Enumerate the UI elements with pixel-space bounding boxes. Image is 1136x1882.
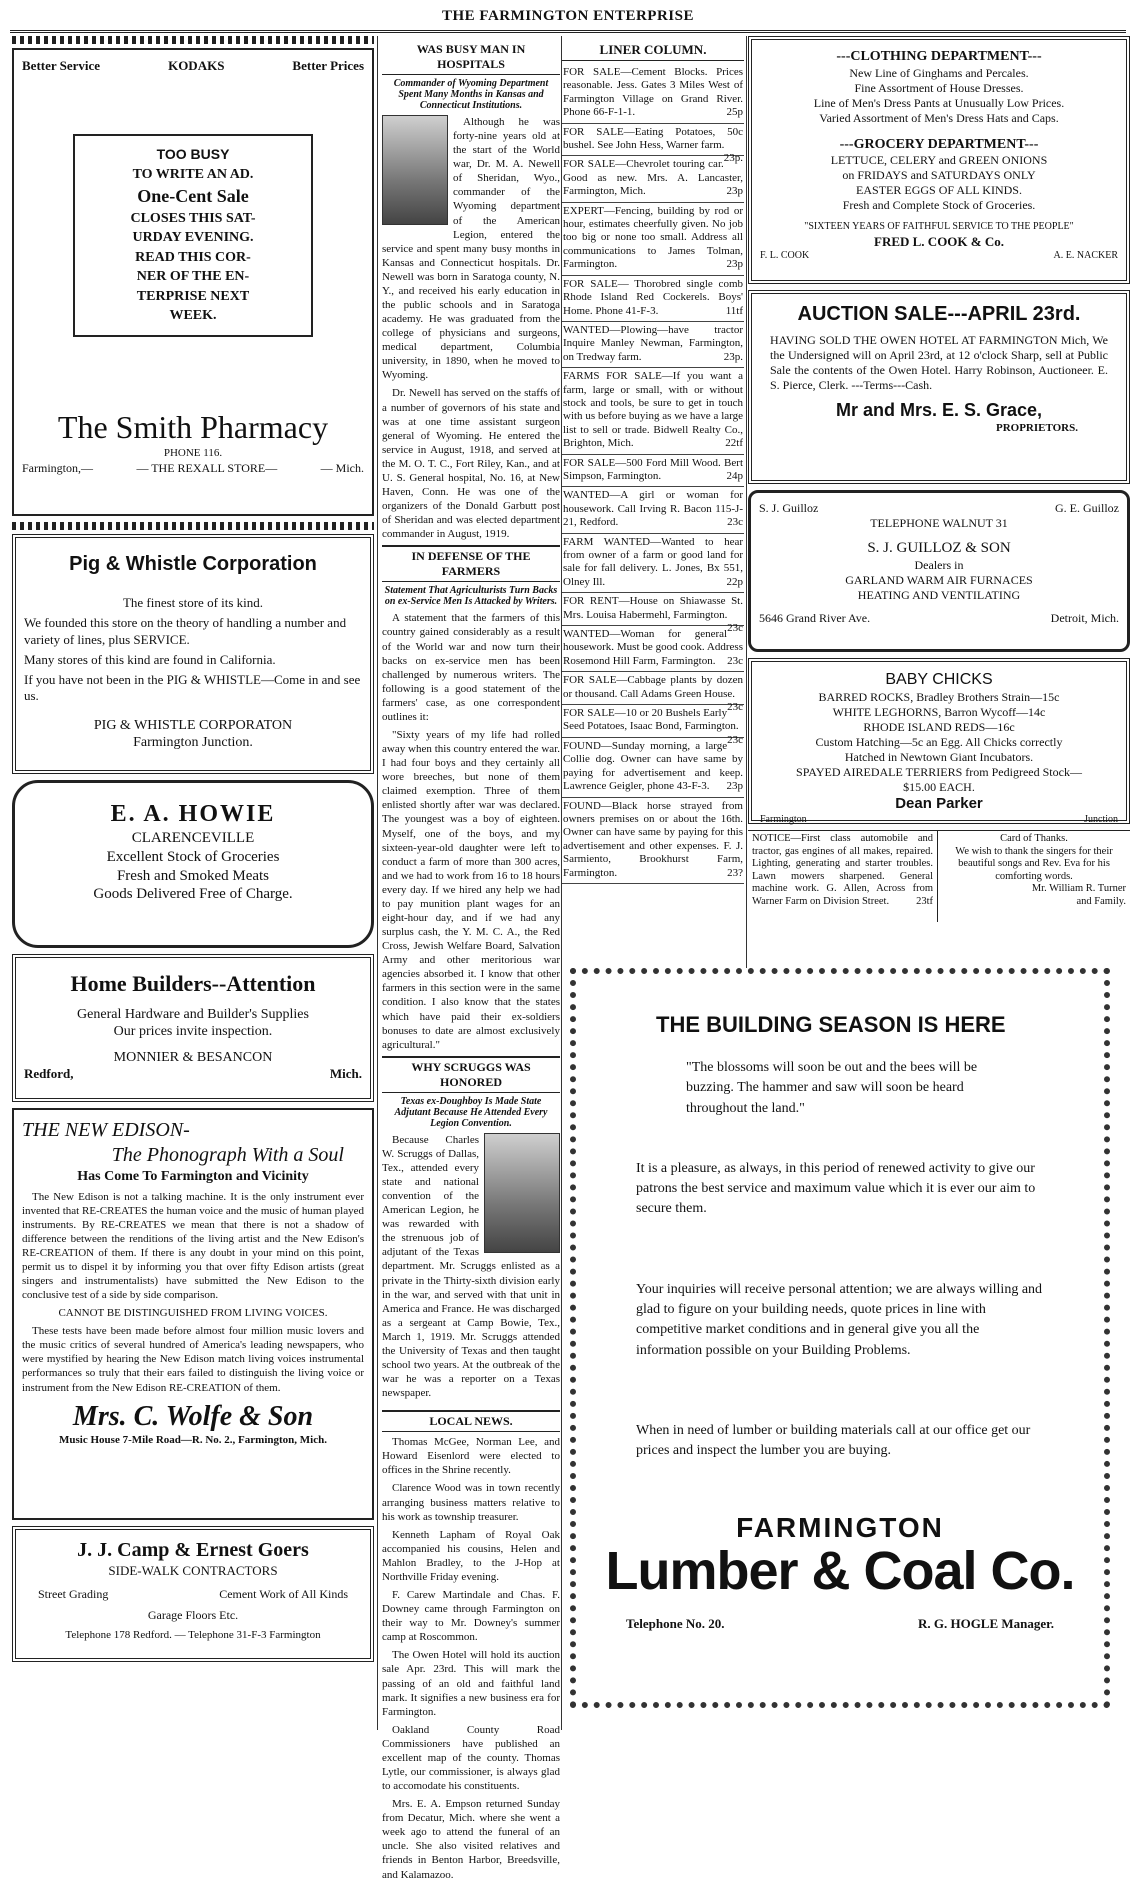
ad-text: GARLAND WARM AIR FURNACES <box>845 572 1033 587</box>
classified-text: FOR SALE— Thorobred single comb Rhode Island Red Cockerels. Boys' Home. Phone 41-F-3. <box>563 277 743 317</box>
classified-text: FOR RENT—House on Shiawasse St. Mrs. Louisa Habermehl, Farmington. <box>563 595 743 621</box>
portrait-photo <box>382 115 448 225</box>
classified-code: 23? <box>727 866 743 879</box>
ad-heading: Lumber & Coal Co. <box>605 1540 1075 1601</box>
ad-text: If you have not been in the PIG & WHISTLE—Come in and see us. <box>24 672 361 704</box>
classified-text: FARMS FOR SALE—If you want a farm, large or small, with or without stock and tools, be sure to get in touch with us before buying as we have a large list to sell or trade. Bidwell Realty Co., Brighton, Mich. <box>563 370 743 450</box>
ad-text: LETTUCE, CELERY and GREEN ONIONS <box>830 153 1048 167</box>
column-1 <box>12 36 374 1730</box>
ad-text: Better Service <box>22 58 101 73</box>
ad-text: READ THIS COR- <box>135 249 251 265</box>
ad-text: General Hardware and Builder's Supplies <box>77 1006 309 1022</box>
classified-ad <box>562 322 744 368</box>
ad-text: BARRED ROCKS, Bradley Brothers Strain—15c <box>818 690 1060 704</box>
ad-text: The New Edison is not a talking machine. It is the only instrument ever invented that RE-CREATES the human voice and the music of human played instruments. By RE-CREATES we mean that there is not a shadow of difference between the renditions of the living artist and the New Edison's RE-CREATION of them. If there is any doubt in your mind on this point, permit us to dispel it by informing you that over fifty Edison artists (great singers and instrumentalists) have submitted the New Edison to the conclusive test of a side by side comparison. <box>22 1190 364 1302</box>
classified-code: 23tf <box>916 895 933 907</box>
classified-ad <box>562 368 744 454</box>
article-paragraph: "Sixty years of my life had rolled away when this country entered the war. I had four boys and they certainly all wore breeches, but none of them claimed exemption. Three of them enlisted shortly after war was declared. The youngest was a boy of eighteen. Myself, one of the boys, and my sixteen-year-old daughter were left to conduct a farm of more than 300 acres, and we had to work from 16 to 18 hours every day. If we hired any help we had to pay munition plant wages for an eight-hour day, and if we had any surplus cash, the Y. M. C. A., the Red Cross, Jewish Welfare Board, Salvation Army and other meritorious war agencies absorbed it. I know that other farmers in this section were in the same condition. I also know that the states which have paid their ex-soldiers bonuses to date are almost exclusively agricultural." <box>382 728 560 1051</box>
ad-text: Telephone 178 Redford. — Telephone 31-F-3 Farmington <box>65 1629 321 1642</box>
classified-code: 22p <box>726 575 743 588</box>
ad-text: S. J. Guilloz <box>759 501 819 515</box>
ad-top-line <box>22 58 364 74</box>
ad-text: RHODE ISLAND REDS—16c <box>863 720 1015 734</box>
ad-text: Custom Hatching—5c an Egg. All Chicks correctly <box>815 735 1063 749</box>
classified-code: 23c <box>727 622 743 635</box>
classified-ad <box>562 276 744 322</box>
classified-code: 23p <box>726 185 743 198</box>
ad-signature: Mrs. C. Wolfe & Son <box>72 1400 314 1432</box>
ad-text: Dealers in <box>914 557 964 572</box>
home-builders-ad <box>12 954 374 1102</box>
ad-text: WEEK. <box>169 308 217 324</box>
ad-footer <box>24 1066 362 1082</box>
article-body <box>382 1133 560 1400</box>
ad-text: URDAY EVENING. <box>132 230 254 246</box>
classified-code: 25p <box>726 106 743 119</box>
ad-text: CLOSES THIS SAT- <box>130 210 256 226</box>
smith-pharmacy-ad <box>12 48 374 516</box>
ad-signature: Dean Parker <box>895 795 983 812</box>
ad-subheading: Has Come To Farmington and Vicinity <box>77 1169 309 1184</box>
classified-text: FOUND—Black horse strayed from owners premises on or about the 16th. Owner can have same by paying for this advertisement and other expenses. F. J. Sarmiento, Brookhurst Farm, Farmington. <box>563 799 743 879</box>
masthead: THE FARMINGTON ENTERPRISE <box>442 8 694 24</box>
news-item: Kenneth Lapham of Royal Oak accompanied his cousins, Helen and Mahlon Bradley, to the J-Hop at Northville Friday evening. <box>382 1528 560 1583</box>
classified-code: 23p. <box>723 152 743 165</box>
ad-text: NER OF THE EN- <box>136 269 250 285</box>
classified-text: FOR SALE—Chevrolet touring car. Good as new. Mrs. A. Lancaster, Farmington, Mich. <box>563 158 743 198</box>
ad-text: Junction <box>1084 813 1118 825</box>
ad-text: on FRIDAYS and SATURDAYS ONLY <box>842 168 1036 182</box>
classified-code: 23p <box>726 258 743 271</box>
news-item: F. Carew Martindale and Chas. F. Downey came through Farmington on their way to Mr. Downey's summer camp at Roscommon. <box>382 1589 560 1644</box>
article-subhead: Texas ex-Doughboy Is Made State Adjutant Because He Attended Every Legion Convention. <box>394 1095 548 1129</box>
classified-text: EXPERT—Fencing, building by rod or hour, estimates cheerfully given. No job too big or none too small. Address all communications to James Tolman, Farmington. <box>563 204 743 271</box>
classified-text: FARM WANTED—Wanted to hear from owner of a farm or good land for sale for fall delivery. L. Jones, Bx 551, Olney Ill. <box>563 535 743 588</box>
ad-text: G. E. Guilloz <box>1055 501 1119 515</box>
ornament-border <box>12 522 374 530</box>
ad-heading: E. A. HOWIE <box>110 801 276 827</box>
ad-text: "SIXTEEN YEARS OF FAITHFUL SERVICE TO THE PEOPLE" <box>804 221 1074 232</box>
article-paragraph: A statement that the farmers of this country gained considerably as a result of the World war and now turn their backs on ex-service men has been challenged by numerous writers. The following is a good statement of the farmers' case, as one correspondent outlines it: <box>382 612 560 723</box>
baby-chicks-ad <box>748 658 1130 824</box>
ad-body <box>22 1190 364 1395</box>
classified-ad <box>562 487 744 533</box>
ad-text: F. L. COOK <box>760 249 810 261</box>
ad-text: SIDE-WALK CONTRACTORS <box>108 1563 278 1578</box>
new-edison-ad <box>12 1108 374 1520</box>
ad-heading: The Smith Pharmacy <box>57 408 329 445</box>
news-item: Thomas McGee, Norman Lee, and Howard Eisenlord were elected to offices in the Shrine recently. <box>382 1436 560 1477</box>
classified-ad <box>562 124 744 165</box>
classified-ad <box>562 455 744 488</box>
card-of-thanks <box>938 831 1130 922</box>
classified-ad <box>562 705 744 746</box>
classified-code: 23p <box>726 780 743 793</box>
ad-footer <box>760 814 1118 827</box>
ad-text: Farmington,— <box>22 460 93 475</box>
ad-text: New Line of Ginghams and Percales. <box>849 65 1029 80</box>
ad-text: The finest store of its kind. <box>122 595 264 610</box>
notice-ad <box>748 831 938 922</box>
classified-ad <box>562 626 744 672</box>
pig-whistle-ad <box>12 534 374 774</box>
masthead-rule <box>10 30 1126 33</box>
classified-text: FOR SALE—Cabbage plants by dozen or thousand. Call Adams Green House. <box>563 674 743 700</box>
ad-text: — THE REXALL STORE— <box>136 460 278 475</box>
ad-text: Better Prices <box>292 58 364 73</box>
camp-goers-ad <box>12 1526 374 1662</box>
classified-text: FOR SALE—500 Ford Mill Wood. Bert Simpson, Farmington. <box>563 456 743 482</box>
ad-text: MONNIER & BESANCON <box>113 1049 273 1065</box>
classified-code: 11tf <box>725 304 743 317</box>
classified-text: FOUND—Sunday morning, a large Collie dog. Owner can have same by paying for advertisement and keep. Lawrence Geigler, phone 43-F-3. <box>563 739 743 793</box>
ad-text: Excellent Stock of Groceries <box>106 848 280 865</box>
card-signature: Mr. William R. Turner <box>1031 883 1126 895</box>
ad-text: TERPRISE NEXT <box>136 288 250 304</box>
ad-text: These tests have been made before almost four million music lovers and the music critics of several hundred of America's leading newspapers, who were mystified by hearing the New Edison match living voices instrumental performances so truly that their ears failed to distinguish the living voice or instrument from the New Edison RE-CREATION of them. <box>22 1325 364 1394</box>
too-busy-box <box>73 134 313 337</box>
column-rule <box>377 36 378 1730</box>
classified-text: FOR SALE—Eating Potatoes, 50c bushel. See John Hess, Warner farm. <box>563 125 743 152</box>
ad-text: Detroit, Mich. <box>1050 610 1119 625</box>
ad-text: Line of Men's Dress Pants at Unusually Low Prices. <box>813 95 1065 110</box>
article-body <box>382 115 560 541</box>
news-item: Clarence Wood was in town recently arranging business matters relative to his work as township treasurer. <box>382 1482 560 1523</box>
ad-text: PROPRIETORS. <box>995 421 1078 434</box>
news-item: Oakland County Road Commissioners have published an excellent map of the county. Thomas Lytle, our commissioner, is always glad to accomodate his constituents. <box>382 1723 560 1793</box>
classified-text: FOR SALE—10 or 20 Bushels Early Seed Potatoes, Isaac Bond, Farmington. <box>563 707 739 733</box>
ad-text: When in need of lumber or building materials call at our office get our prices and inspect the lumber you are buying. <box>636 1422 1031 1459</box>
classified-ad <box>562 156 744 202</box>
classified-ad <box>562 64 744 124</box>
ad-text: — Mich. <box>320 460 364 475</box>
classified-ad <box>562 593 744 635</box>
ad-heading: THE BUILDING SEASON IS HERE <box>656 1012 1006 1037</box>
classified-list <box>562 64 744 884</box>
ad-text: HEATING AND VENTILATING <box>857 587 1021 602</box>
ad-heading: ---CLOTHING DEPARTMENT--- <box>836 49 1042 64</box>
ad-text: Many stores of this kind are found in California. <box>24 651 276 667</box>
liner-column-heading: LINER COLUMN. <box>562 40 744 61</box>
ad-heading: ---GROCERY DEPARTMENT--- <box>839 136 1039 152</box>
column-2 <box>382 36 560 1881</box>
ad-text: Hatched in Newtown Giant Incubators. <box>844 750 1034 764</box>
article-paragraph: Dr. Newell has served on the staffs of a number of governors of his state and was at one time assistant surgeon general of Wyoming. He entered the service in August, 1918, and served at the M. O. T. C., Fort Riley, Kan., and at U. S. General hospital, No. 16, at New Haven, Conn. He was one of the organizers of the Donald Garbutt post of Sheridan and was elected department commander in August, 1919. <box>382 387 560 541</box>
ad-text: Redford, <box>24 1066 74 1081</box>
article-headline: LOCAL NEWS. <box>382 1410 560 1432</box>
article-headline: WHY SCRUGGS WAS HONORED <box>382 1056 560 1093</box>
ad-text: Garage Floors Etc. <box>147 1608 239 1623</box>
ad-text: HAVING SOLD THE OWEN HOTEL AT FARMINGTON Mich, We the Undersigned will on April 23rd, at 12 o'clock Sharp, sell at Public Sale the contents of the Owen Hotel. Harry Robinson, Auctioneer. E. S. Pierce, Clerk. ---Terms---Cash. <box>770 333 1108 392</box>
ad-text: TOO BUSY <box>156 146 230 163</box>
classified-ad <box>562 738 744 798</box>
ad-heading: Pig & Whistle Corporation <box>69 553 317 575</box>
ad-text: Cement Work of All Kinds <box>219 1587 348 1602</box>
ad-heading: The Phonograph With a Soul <box>111 1144 344 1166</box>
ad-heading: S. J. GUILLOZ & SON <box>867 540 1011 556</box>
classified-text: WANTED—Plowing—have tractor Inquire Manley Newman, Farmington, on Tredway farm. <box>563 323 743 363</box>
ad-text: TELEPHONE WALNUT 31 <box>870 516 1008 530</box>
ad-text: "The blossoms will soon be out and the bees will be buzzing. The hammer and saw will soon be heard throughout the land." <box>686 1060 978 1116</box>
classified-ad <box>562 534 744 594</box>
article-paragraph: Although he was forty-nine years old at the start of the World war, Dr. M. A. Newell of Sheridan, Wyo., commander of the Wyoming department of the American Legion, entered the service and spent many busy months in Kansas and Connecticut hospitals. Dr. Newell was born in Saratoga county, N. Y., and received his early education in the public schools and in Saratoga academy. He was graduated from the college of physicians and surgeons, medical department, Columbia university, in 1890, when he moved to Wyoming. <box>382 116 560 382</box>
article-body <box>382 611 560 1051</box>
article-subhead: Commander of Wyoming Department Spent Many Months in Kansas and Connecticut Institutions. <box>393 78 549 111</box>
classified-code: 23c <box>727 516 743 529</box>
ad-text: TO WRITE AN AD. <box>132 166 254 182</box>
howie-ad <box>12 780 374 948</box>
ad-text: Street Grading <box>38 1587 109 1602</box>
ad-text: One-Cent Sale <box>137 186 249 207</box>
ad-text: PHONE 116. <box>163 446 223 459</box>
classified-code: 23c <box>727 733 743 746</box>
card-heading: Card of Thanks. <box>1000 833 1068 844</box>
ad-text: KODAKS <box>168 58 225 73</box>
ad-text: It is a pleasure, as always, in this period of renewed activity to give our patrons the best service and maximum value which it is ever our aim to secure them. <box>636 1160 1036 1217</box>
article-paragraph: Because Charles W. Scruggs of Dallas, Tex., attended every state and national convention of the American Legion, he was rewarded with the strenuous job of adjutant of the Texas department. Mr. Scruggs enlisted as a private in the Thirty-sixth division early in the war, and served with that unit in America and France. He was discharged as a sergeant at Camp Bowie, Tex., March 1, 1919. Mr. Scruggs attended the University of Texas and then taught school two years. At the outbreak of the war he was a reporter on a Texas newspaper. <box>382 1133 560 1400</box>
ad-text: Your inquiries will receive personal attention; we are always willing and glad to figure on your building needs, quote prices in line with competitive market conditions and in general give you all the information possible on your Building Problems. <box>636 1281 1043 1358</box>
lumber-coal-ad <box>570 968 1110 1730</box>
ad-top-line <box>759 501 1119 516</box>
local-news-body <box>382 1435 560 1881</box>
guilloz-ad <box>748 490 1130 652</box>
ad-text: 5646 Grand River Ave. <box>759 610 871 625</box>
news-item: The Owen Hotel will hold its auction sale Apr. 23rd. This will mark the passing of an old and faithful land mark. It signifies a new business era for Farmington. <box>382 1649 560 1718</box>
notice-text: NOTICE—First class automobile and tractor, gas engines of all makes, repaired. Lighting, generating and starter troubles. Lawn mowers sharpened. General machine work. G. Allen, Across from Warner Farm on Division Street. <box>752 833 933 907</box>
ad-text: WHITE LEGHORNS, Barron Wycoff—14c <box>832 705 1046 719</box>
ad-footer <box>22 461 364 476</box>
classified-ad <box>562 672 744 714</box>
classified-code: 23c <box>727 654 743 667</box>
ad-heading: BABY CHICKS <box>885 671 993 688</box>
ad-text: $15.00 EACH. <box>903 780 975 794</box>
ad-text: R. G. HOGLE Manager. <box>917 1615 1054 1631</box>
notice-row <box>748 830 1130 922</box>
classified-code: 24p <box>726 469 743 482</box>
card-signature: and Family. <box>1076 895 1126 907</box>
ad-footer <box>760 250 1118 263</box>
ad-text: Goods Delivered Free of Charge. <box>93 886 293 903</box>
news-item: Mrs. E. A. Empson returned Sunday from Decatur, Mich. where she went a week ago to attend the funeral of an uncle. She also visited relatives and friends in Benton Harbor, Breedsville, and Kalamazoo. <box>382 1798 560 1881</box>
ad-footer <box>596 1616 1084 1632</box>
ad-heading: Home Builders--Attention <box>70 971 316 996</box>
classified-text: WANTED—Woman for general housework. Must be good cook. Address Rosemond Hill Farm, Farmington. <box>563 628 743 667</box>
ornament-border <box>12 36 374 44</box>
portrait-photo <box>484 1133 560 1253</box>
article-subhead: Statement That Agriculturists Turn Backs on ex-Service Men Is Attacked by Writers. <box>384 585 558 608</box>
ad-heading: FARMINGTON <box>736 1511 944 1543</box>
ad-heading: AUCTION SALE---APRIL 23rd. <box>797 303 1081 325</box>
ad-text: Telephone No. 20. <box>626 1615 725 1631</box>
ad-footer <box>759 611 1119 626</box>
card-text: We wish to thank the singers for their beautiful songs and Rev. Eva for his comforting words. <box>955 845 1113 882</box>
cook-store-ad <box>748 36 1130 284</box>
ad-text: CANNOT BE DISTINGUISHED FROM LIVING VOICES. <box>58 1307 328 1320</box>
ad-text: Fresh and Smoked Meats <box>116 867 270 884</box>
ad-signature: FRED L. COOK & Co. <box>874 233 1004 249</box>
classified-ad <box>562 203 744 276</box>
lumber-ad-border <box>570 968 1110 1708</box>
ad-text: Mich. <box>329 1066 362 1081</box>
ad-text: Fresh and Complete Stock of Groceries. <box>842 198 1036 212</box>
classified-code: 22tf <box>725 437 743 450</box>
ad-heading: THE NEW EDISON- <box>22 1119 190 1141</box>
ad-text: CLARENCEVILLE <box>131 830 255 846</box>
article-headline: IN DEFENSE OF THE FARMERS <box>382 545 560 582</box>
classified-text: FOR SALE—Cement Blocks. Prices reasonable. Jess. Gates 3 Miles West of Farmington Village on Grand River. Phone 66-F-1-1. <box>563 66 743 119</box>
ad-text: Fine Assortment of House Dresses. <box>854 80 1024 95</box>
classified-code: 23p. <box>723 350 743 363</box>
ad-text: SPAYED AIREDALE TERRIERS from Pedigreed Stock— <box>796 765 1082 779</box>
ad-text: Music House 7-Mile Road—R. No. 2., Farmington, Mich. <box>59 1433 327 1446</box>
auction-sale-ad <box>748 290 1130 484</box>
ad-text: Our prices invite inspection. <box>113 1024 273 1039</box>
ad-text: PIG & WHISTLE CORPORATON <box>93 717 293 733</box>
ad-text: Varied Assortment of Men's Dress Hats and Caps. <box>819 110 1059 125</box>
ad-text: EASTER EGGS OF ALL KINDS. <box>856 183 1022 197</box>
ad-text: Farmington Junction. <box>133 735 253 750</box>
ad-text: A. E. NACKER <box>1053 249 1118 261</box>
classified-ad <box>562 798 744 884</box>
ad-text: Farmington <box>760 813 807 825</box>
classified-code: 23c <box>727 701 743 714</box>
article-headline: WAS BUSY MAN IN HOSPITALS <box>382 40 560 75</box>
ad-signature: Mr and Mrs. E. S. Grace, <box>835 400 1043 420</box>
ad-heading: J. J. Camp & Ernest Goers <box>77 1539 309 1561</box>
ad-row <box>24 1587 362 1602</box>
ad-text: We founded this store on the theory of handling a number and variety of lines, plus SERVICE. <box>24 615 347 647</box>
classified-text: WANTED—A girl or woman for housework. Call Irving R. Bacon 115-J-21, Redford. <box>563 489 743 529</box>
